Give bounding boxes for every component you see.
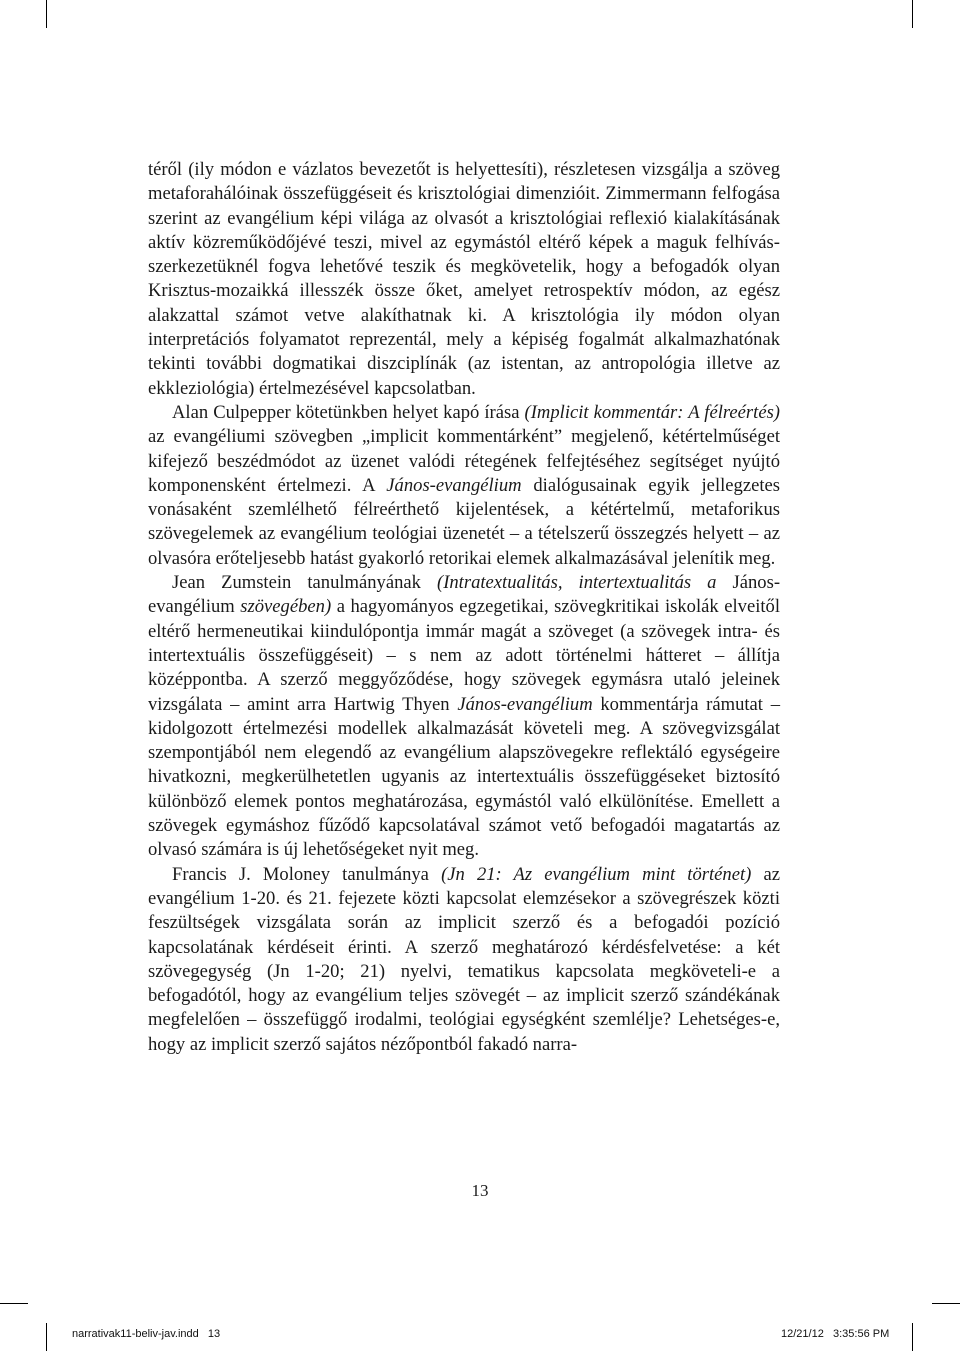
paragraph xyxy=(148,158,780,401)
paragraph xyxy=(148,571,780,863)
text-run: János-evangélium xyxy=(148,572,781,618)
italic-text: János-evangélium xyxy=(457,693,593,715)
slug-file: narrativak11-beliv-jav.indd 13 xyxy=(72,1328,221,1340)
text-run: az evangéliumi szövegben „implicit kommentárként” megjelenő, kétértelműséget kifejező beszédmódot az üzenet valódi rétegének felfejtéséhez segítséget nyújtó komponensként értelmezi. A xyxy=(148,426,780,496)
text-run: kommentárja rámutat – kidolgozott értelmezési modellek alkalmazását követeli meg. A szövegvizsgálat szempontjából nem elegendő az evangélium alapszövegekre reflektáló egységeire hivatkozni, megkerülhetetlen ugyanis az intertextuális összefüggéseket biztosító különböző elemek pontos meghatározása, egymástól való elkülönítése. Emellett a szövegek egymáshoz fűződő kapcsolatával számot vető befogadói magatartás az olvasó számára is új lehetőségeket nyit meg. xyxy=(148,693,780,861)
crop-mark-top-left xyxy=(46,0,47,28)
crop-mark-bottom-right-v xyxy=(912,1323,913,1351)
crop-mark-bottom-left-h xyxy=(0,1303,28,1304)
text-run: téről (ily módon e vázlatos bevezetőt is helyettesíti), részletesen vizsgálja a szöveg metaforahálóinak összefüggéseit és krisztológiai dimenzióit. Zimmermann felfogása szerint az evangélium képi világa az olvasót a krisztológiai reflexió kialakításának aktív közreműködőjévé teszi, mivel az egymástól eltérő képek a maguk felhívás-szerkezetüknél fogva lehetővé teszik és megkövetelik, hogy a befogadók olyan Krisztus-mozaikká illesszék össze őket, amelyet retrospektív módon, az egész alakzattal számot vetve alakíthatnak ki. A krisztológia ily módon olyan interpretációs folyamatot reprezentál, mely a képiség fogalmát alkalmazhatónak tekinti további dogmatikai diszciplínák (az istentan, az antropológia illetve az ekkleziológia) értelmezésével kapcsolatban. xyxy=(148,159,780,399)
paragraph xyxy=(148,401,780,571)
body-text xyxy=(148,158,780,1057)
italic-text: János-evangélium xyxy=(386,474,522,496)
text-run: Jean Zumstein tanulmányának xyxy=(172,572,437,594)
text-run: Alan Culpepper kötetünkben helyet kapó írása xyxy=(172,401,525,423)
text-run: dialógusainak egyik jellegzetes vonásaként szemlélhető félreérthető kijelentések, a kétértelmű, metaforikus szövegelemek az evangélium teológiai üzenetét – a tételszerű összegzés helyett – az olvasóra erőteljesebb hatást gyakorló retorikai elemek alkalmazásával jelenítik meg. xyxy=(148,474,780,569)
italic-text: (Jn 21: Az evangélium mint történet) xyxy=(441,863,752,885)
crop-mark-top-right xyxy=(912,0,913,28)
paragraph xyxy=(148,863,780,1057)
text-run: az evangélium 1-20. és 21. fejezete közti kapcsolat elemzésekor a szövegrészek közti feszültségek vizsgálata során az implicit szerző és a befogadói pozíció kapcsolatának kérdéseit érinti. A szerző meghatározó kérdésfelvetése: a két szövegegység (Jn 1-20; 21) nyelvi, tematikus kapcsolata megköveteli-e a befogadótól, hogy az evangélium teljes szövegét – az implicit szerző szándékának megfelelően – összefüggő irodalmi, teológiai egységként szemlélje? Lehetséges-e, hogy az implicit szerző sajátos nézőpontból fakadó narra- xyxy=(148,863,780,1055)
italic-text: (Implicit kommentár: A félreértés) xyxy=(524,401,780,423)
italic-text: (Intratextualitás, intertextualitás a xyxy=(437,572,733,594)
italic-text: szövegében) xyxy=(240,596,332,618)
slug-date: 12/21/12 3:35:56 PM xyxy=(781,1328,890,1340)
crop-mark-bottom-left-v xyxy=(46,1323,47,1351)
crop-mark-bottom-right-h xyxy=(932,1303,960,1304)
page-number: 13 xyxy=(471,1181,489,1200)
text-run: Francis J. Moloney tanulmánya xyxy=(172,863,442,885)
text-run: a hagyományos egzegetikai, szövegkritikai iskolák elveitől eltérő hermeneutikai kiindulópontja immár magát a szöveget (a szövegek intra- és intertextuális összefüggéseit) – s nem az adott történelmi hátteret – állítja középpontba. A szerző meggyőződése, hogy szövegek egymásra utaló jeleinek vizsgálata – amint arra Hartwig Thyen xyxy=(148,596,780,715)
